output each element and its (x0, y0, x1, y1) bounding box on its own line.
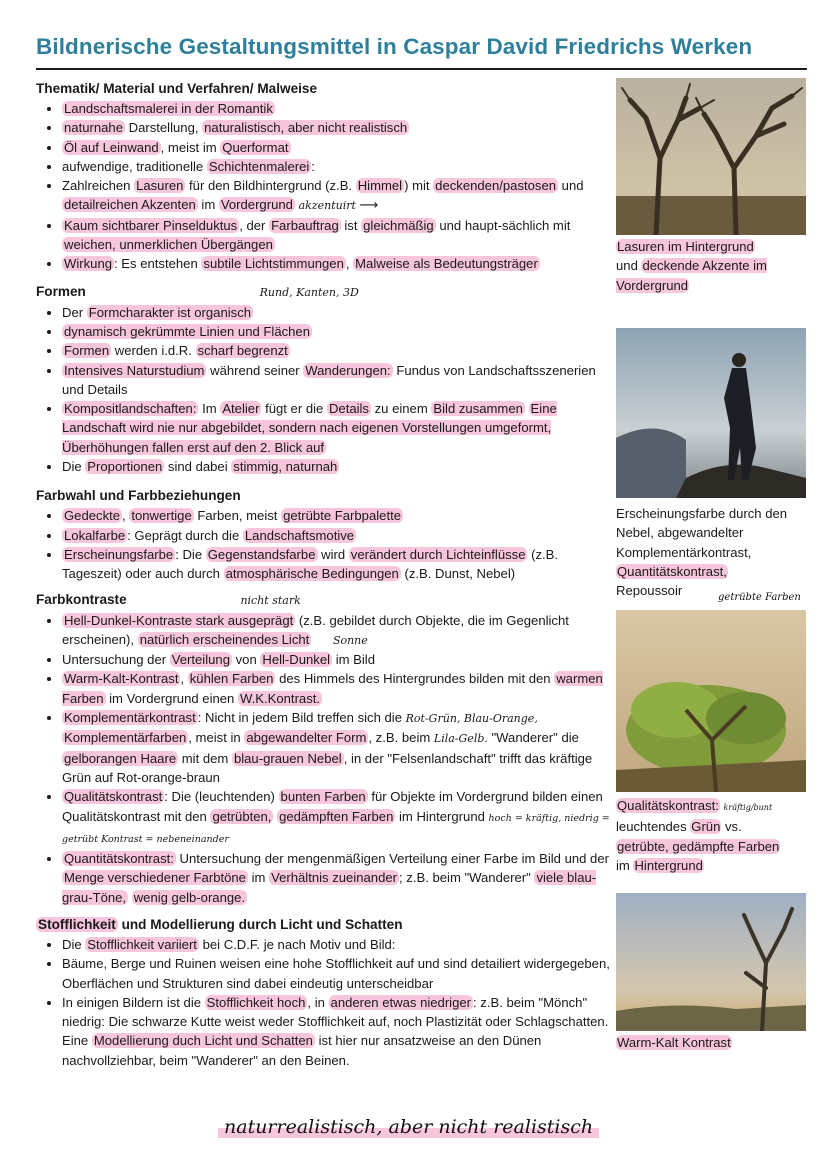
list-item: • Komplementärkontrast : Nicht in jedem Bild treffen sich die Rot-Grün, Blau-Orange, Komplementärfarben , meist in abgewandelter Form , z.B. beim Lila-Gelb. "Wanderer" die gelborangen Haare mit dem blau-grauen Nebel , in der "Felsenlandschaft" trifft das kräftige Grün auf Rot-orange-braun (62, 708, 614, 787)
section-thematik (36, 79, 614, 274)
handwritten-note: akzentuirt (298, 199, 356, 213)
list-item: • Kaum sichtbarer Pinselduktus , der Farbauftrag ist gleichmäßig und haupt-sächlich mit weichen, unmerklichen Übergängen (62, 216, 614, 255)
caption-wanderer: Erscheinungsfarbe durch den Nebel, abgewandelter Komplementärkontrast, Quantitätskontrast, Repoussoir (616, 506, 788, 599)
list-item: • Wirkung : Es entstehen subtile Lichtstimmungen , Malweise als Bedeutungsträger (62, 254, 614, 273)
list-item: • Kompositlandschaften: Im Atelier fügt er die Details zu einem Bild zusammen Eine Landschaft wird nie nur abgebildet, sondern nach eigenen Vorstellungen umgeformt, Überhöhungen fallen erst auf den 2. Blick auf (62, 399, 614, 457)
section-heading: Formen Rund, Kanten, 3D (36, 283, 359, 299)
title-divider (36, 68, 807, 70)
caption-dead-tree: Warm-Kalt Kontrast (617, 1035, 731, 1050)
list-item: • Hell-Dunkel-Kontraste stark ausgeprägt (z.B. gebildet durch Objekte, die im Gegenlicht erscheinen), natürlich erscheinendes Licht Sonne (62, 611, 614, 651)
handwritten-note: Lila-Gelb. (433, 732, 488, 746)
painting-dead-tree (616, 893, 806, 1031)
caption-trees: Lasuren im Hintergrund und deckende Akzente im Vordergrund (616, 239, 767, 293)
list-item: • Zahlreichen Lasuren für den Bildhintergrund (z.B. Himmel ) mit deckenden/pastosen und detailreichen Akzenten im Vordergrund akzentuirt ⟶ (62, 176, 614, 216)
handwritten-note: getrübte Farben (718, 592, 801, 603)
handwritten-note: nicht stark (240, 593, 301, 607)
section-stofflichkeit (36, 915, 614, 1070)
list-item: • Die Stofflichkeit variiert bei C.D.F. je nach Motiv und Bild: (62, 935, 614, 954)
section-farbwahl (36, 486, 614, 583)
section-heading: Stofflichkeit und Modellierung durch Licht und Schatten (38, 916, 403, 932)
main-column (36, 79, 614, 1070)
handwritten-note: kräftig/bunt (723, 803, 773, 812)
list-item: • Quantitätskontrast: Untersuchung der mengenmäßigen Verteilung einer Farbe im Bild und der Menge verschiedener Farbtöne im Verhältnis zueinander ; z.B. beim "Wanderer" viele blau-grau-Töne, wenig gelb-orange. (62, 849, 614, 907)
handwritten-note: Rund, Kanten, 3D (259, 285, 359, 299)
handwritten-note: Rot-Grün, Blau-Orange, (405, 712, 538, 726)
painting-green-tree (616, 610, 806, 792)
list-item: • In einigen Bildern ist die Stofflichkeit hoch , in anderen etwas niedriger : z.B. beim "Mönch" niedrig: Die schwarze Kutte weist weder Stofflichkeit auf, noch Plastizität oder Schlagschatten. Eine Modellierung duch Licht und Schatten ist hier nur ansatzweise an den Dünen nachvollziehbar, beim "Wanderer" an den Beinen. (62, 993, 614, 1070)
section-formen (36, 282, 614, 477)
list-item: • Intensives Naturstudium während seiner Wanderungen: Fundus von Landschaftsszenerien und Details (62, 361, 614, 400)
list-item: • Lokalfarbe : Geprägt durch die Landschaftsmotive (62, 526, 614, 545)
arrow-icon: ⟶ (359, 197, 379, 213)
list-item: • Formen werden i.d.R. scharf begrenzt (62, 341, 614, 360)
section-heading: Thematik/ Material und Verfahren/ Malweise (36, 81, 318, 96)
list-item: • Landschaftsmalerei in der Romantik (62, 99, 614, 118)
list-item: • naturnahe Darstellung, naturalistisch, aber nicht realistisch (62, 118, 614, 137)
list-item: • Erscheinungsfarbe : Die Gegenstandsfarbe wird verändert durch Lichteinflüsse (z.B. Tageszeit) oder auch durch atmosphärische Bedingungen (z.B. Dunst, Nebel) (62, 545, 614, 584)
page-title: Bildnerische Gestaltungsmittel in Caspar David Friedrichs Werken (36, 34, 753, 59)
list-item: • Gedeckte , tonwertige Farben, meist getrübte Farbpalette (62, 506, 614, 525)
handwritten-note: Sonne (332, 633, 368, 647)
list-item: • Die Proportionen sind dabei stimmig, naturnah (62, 457, 614, 476)
list-item: • Qualitätskontrast : Die (leuchtenden) bunten Farben für Objekte im Vordergrund bilden einen Qualitätskontrast mit den getrübten, gedämpften Farben im Hintergrund hoch = kräftig, niedrig = getrübt Kontrast = nebeneinander (62, 787, 614, 849)
section-heading: Farbwahl und Farbbeziehungen (36, 488, 241, 504)
handwritten-note: hoch = kräftig, niedrig = getrübt Kontrast = nebeneinander (62, 812, 610, 845)
list-item: • Der Formcharakter ist organisch (62, 303, 614, 322)
handwritten-footer-note: naturrealistisch, aber nicht realistisch (218, 1116, 599, 1138)
caption-green-tree: Qualitätskontrast: kräftig/bunt leuchtendes Grün vs. getrübte, gedämpfte Farben im Hintergrund (616, 798, 780, 873)
list-item: • Untersuchung der Verteilung von Hell-Dunkel im Bild (62, 650, 614, 669)
painting-wanderer (616, 328, 806, 498)
list-item: • Warm-Kalt-Kontrast , kühlen Farben des Himmels des Hintergrundes bilden mit den warmen Farben im Vordergrund einen W.K.Kontrast. (62, 669, 614, 708)
section-farbkontraste (36, 590, 614, 907)
painting-trees (616, 78, 806, 235)
list-item: • Öl auf Leinwand , meist im Querformat (62, 138, 614, 157)
list-item: • dynamisch gekrümmte Linien und Flächen (62, 322, 614, 341)
list-item: • aufwendige, traditionelle Schichtenmalerei : (62, 157, 614, 176)
section-heading: Farbkontraste nicht stark (36, 591, 301, 607)
list-item: • Bäume, Berge und Ruinen weisen eine hohe Stofflichkeit auf und sind detailiert widergegeben, Oberflächen und Strukturen sind dabei eindeutig unterscheidbar (62, 954, 614, 993)
